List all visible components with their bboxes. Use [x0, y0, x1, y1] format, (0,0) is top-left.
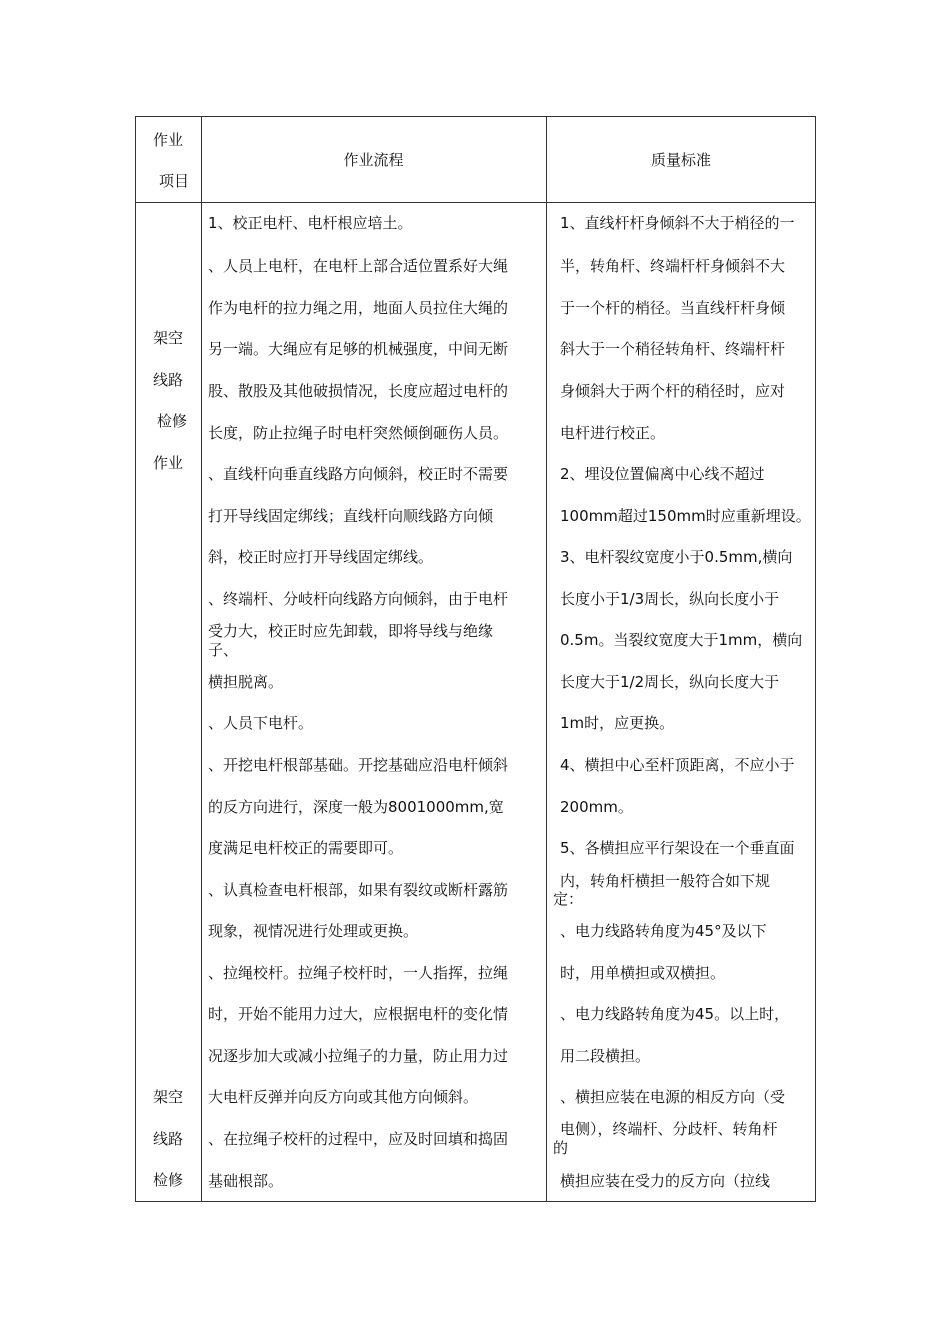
- standard-line: 的: [553, 1139, 569, 1157]
- standard-line: 横担应装在受力的反方向（拉线: [560, 1172, 771, 1190]
- project-label-top-1: 架空: [153, 329, 184, 347]
- process-line: 受力大，校正时应先卸载，即将导线与绝缘: [208, 622, 494, 640]
- project-label-bottom-1: 架空: [153, 1088, 184, 1106]
- header-project-line-1: 作业: [152, 131, 183, 149]
- process-line: 现象，视情况进行处理或更换。: [208, 922, 419, 940]
- process-line: 另一端。大绳应有足够的机械强度，中间无断: [208, 340, 509, 358]
- standard-line: 时，用单横担或双横担。: [560, 964, 726, 982]
- header-divider: [136, 202, 815, 203]
- process-line: 大电杆反弹并向反方向或其他方向倾斜。: [208, 1088, 479, 1106]
- process-line: 况逐步加大或减小拉绳子的力量，防止用力过: [208, 1047, 509, 1065]
- process-line: 时，开始不能用力过大，应根据电杆的变化情: [208, 1005, 509, 1023]
- standard-line: 、电力线路转角度为45°及以下: [560, 922, 767, 940]
- process-line: 打开导线固定绑线；直线杆向顺线路方向倾: [208, 507, 494, 525]
- process-line: 、人员上电杆，在电杆上部合适位置系好大绳: [208, 257, 509, 275]
- process-line: 斜，校正时应打开导线固定绑线。: [208, 548, 434, 566]
- project-label-bottom-3: 检修: [153, 1171, 184, 1189]
- standard-line: 定：: [553, 890, 584, 908]
- standard-line: 长度小于1/3周长，纵向长度小于: [560, 590, 780, 608]
- process-line: 、终端杆、分岐杆向线路方向倾斜，由于电杆: [208, 590, 509, 608]
- process-line: 、认真检查电杆根部，如果有裂纹或断杆露筋: [208, 881, 509, 899]
- standard-line: 2、埋设位置偏离中心线不超过: [560, 465, 765, 483]
- process-line: 、人员下电杆。: [208, 714, 314, 732]
- process-line: 度满足电杆校正的需要即可。: [208, 839, 404, 857]
- process-line: 、开挖电杆根部基础。开挖基础应沿电杆倾斜: [208, 756, 509, 774]
- standard-line: 用二段横担。: [560, 1047, 651, 1065]
- process-line: 作为电杆的拉力绳之用，地面人员拉住大绳的: [208, 299, 509, 317]
- standard-line: 长度大于1/2周长，纵向长度大于: [560, 673, 780, 691]
- header-standard: 质量标准: [650, 151, 711, 169]
- standard-line: 内，转角杆横担一般符合如下规: [560, 872, 771, 890]
- standard-line: 1、直线杆杆身倾斜不大于梢径的一: [560, 214, 795, 232]
- process-line: 子、: [208, 641, 239, 659]
- standard-line: 4、横担中心至杆顶距离，不应小于: [560, 756, 795, 774]
- standard-line: 于一个杆的梢径。当直线杆杆身倾: [560, 299, 786, 317]
- standard-line: 、横担应装在电源的相反方向（受: [560, 1088, 786, 1106]
- header-process: 作业流程: [343, 151, 404, 169]
- process-line: 的反方向进行，深度一般为8001000mm,宽: [208, 798, 504, 816]
- header-project-line-2: 项目: [158, 172, 189, 190]
- standard-line: 3、电杆裂纹宽度小于0.5mm,横向: [560, 548, 793, 566]
- standard-line: 1m时，应更换。: [560, 714, 675, 732]
- process-line: 股、散股及其他破损情况，长度应超过电杆的: [208, 382, 509, 400]
- standard-line: 半，转角杆、终端杆杆身倾斜不大: [560, 257, 786, 275]
- process-line: 长度，防止拉绳子时电杆突然倾倒砸伤人员。: [208, 424, 509, 442]
- process-line: 、直线杆向垂直线路方向倾斜，校正时不需要: [208, 465, 509, 483]
- project-label-bottom-2: 线路: [153, 1130, 184, 1148]
- standard-line: 身倾斜大于两个杆的稍径时，应对: [560, 382, 786, 400]
- standard-line: 电侧），终端杆、分歧杆、转角杆: [560, 1120, 778, 1138]
- process-line: 、拉绳校杆。拉绳子校杆时，一人指挥，拉绳: [208, 964, 509, 982]
- standard-line: 200mm。: [560, 798, 633, 816]
- column-divider-2: [546, 117, 547, 1201]
- project-label-top-3: 检修: [157, 412, 188, 430]
- project-label-top-2: 线路: [153, 371, 184, 389]
- standard-line: 、电力线路转角度为45。以上时，: [560, 1005, 790, 1023]
- process-line: 1、校正电杆、电杆根应培土。: [208, 214, 413, 232]
- process-line: 横担脱离。: [208, 673, 284, 691]
- process-line: 、在拉绳子校杆的过程中，应及时回填和捣固: [208, 1130, 509, 1148]
- standard-line: 100mm超过150mm时应重新埋设。: [560, 507, 811, 525]
- standard-line: 电杆进行校正。: [560, 424, 666, 442]
- standard-line: 5、各横担应平行架设在一个垂直面: [560, 839, 795, 857]
- standard-line: 0.5m。当裂纹宽度大于1mm，横向: [560, 631, 803, 649]
- project-label-top-4: 作业: [153, 454, 184, 472]
- process-line: 基础根部。: [208, 1172, 284, 1190]
- standard-line: 斜大于一个稍径转角杆、终端杆杆: [560, 340, 786, 358]
- column-divider-1: [201, 117, 202, 1201]
